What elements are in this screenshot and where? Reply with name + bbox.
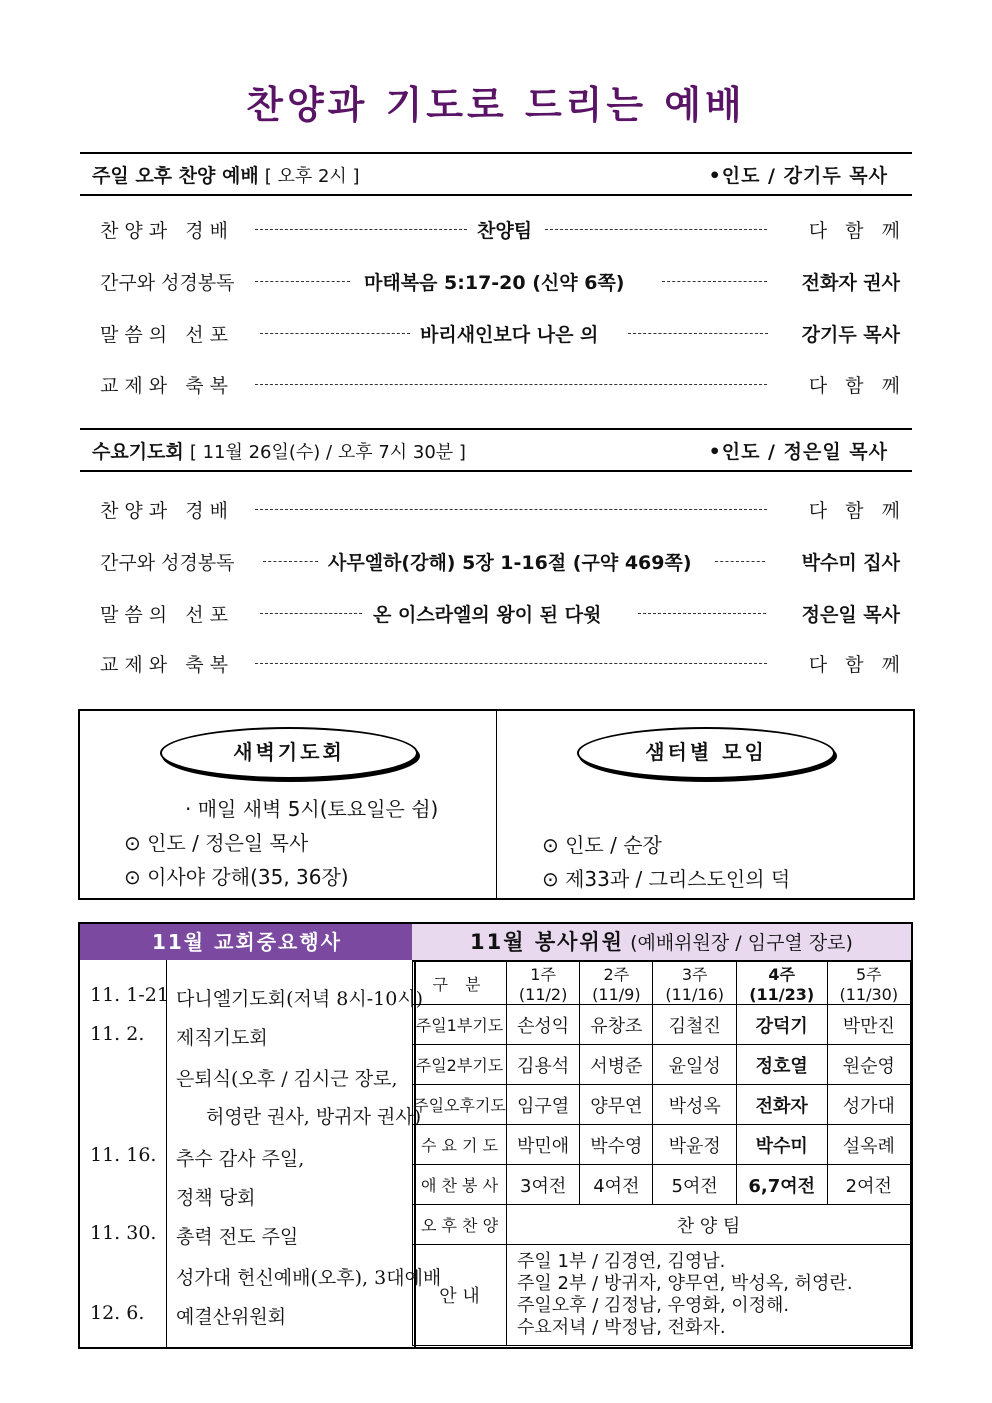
sunday-service-name: 주일 오후 찬양 예배 bbox=[92, 165, 259, 187]
row-label: 애 찬 봉 사 bbox=[413, 1165, 507, 1205]
row-label: 간구와 성경봉독 bbox=[100, 272, 235, 294]
meeting-info-box bbox=[78, 709, 915, 900]
dawn-prayer-title: 새벽기도회 bbox=[160, 727, 418, 779]
table-cell: 4여전 bbox=[580, 1165, 653, 1205]
event-text: 허영란 권사, 방귀자 권사) bbox=[206, 1106, 422, 1128]
row-middle: 바리새인보다 나은 의 bbox=[420, 324, 599, 346]
table-cell: 박윤정 bbox=[653, 1125, 736, 1165]
row-label: 수 요 기 도 bbox=[413, 1125, 507, 1165]
row-label: 간구와 성경봉독 bbox=[100, 552, 235, 574]
event-text: 다니엘기도회(저녁 8시-10시) bbox=[176, 988, 424, 1010]
row-label: 주일2부기도 bbox=[413, 1045, 507, 1085]
leader-dashes bbox=[638, 613, 766, 614]
row-right: 정은일 목사 bbox=[801, 604, 900, 626]
cell-meeting-title: 샘터별 모임 bbox=[577, 727, 835, 779]
row-right: 다 함 께 bbox=[808, 654, 900, 676]
sunday-row-sermon bbox=[100, 316, 900, 350]
row-label: 말 씀 의 선 포 bbox=[100, 604, 229, 626]
wednesday-service-header bbox=[80, 428, 912, 472]
table-cell: 3여전 bbox=[507, 1165, 580, 1205]
row-middle: 마태복음 5:17-20 (신약 6쪽) bbox=[364, 272, 625, 294]
row-label: 교 제 와 축 복 bbox=[100, 654, 229, 676]
table-header-cell: 5주(11/30) bbox=[827, 962, 910, 1005]
row-middle: 찬양팀 bbox=[477, 220, 533, 242]
leader-dashes bbox=[263, 561, 318, 562]
row-label: 찬 양 과 경 배 bbox=[100, 500, 229, 522]
table-cell: 5여전 bbox=[653, 1165, 736, 1205]
sunday-row-praise bbox=[100, 212, 900, 246]
events-panel bbox=[78, 922, 442, 1349]
row-label: 주일1부기도 bbox=[413, 1005, 507, 1045]
row-label: 안 내 bbox=[413, 1245, 507, 1346]
table-header-cell: 1주(11/2) bbox=[507, 962, 580, 1005]
duty-roster-table bbox=[412, 961, 911, 1346]
table-cell: 2여전 bbox=[827, 1165, 910, 1205]
row-label: 주일오후기도 bbox=[413, 1085, 507, 1125]
table-cell: 6,7여전 bbox=[736, 1165, 827, 1205]
table-row bbox=[413, 1005, 911, 1045]
sunday-service-time: [ 오후 2시 ] bbox=[264, 166, 360, 187]
row-middle: 온 이스라엘의 왕이 된 다윗 bbox=[373, 604, 602, 626]
cell-meeting-lesson: ⊙ 제33과 / 그리스도인의 덕 bbox=[542, 867, 791, 891]
events-title: 11월 교회중요행사 bbox=[80, 924, 414, 960]
row-middle: 사무엘하(강해) 5장 1-16절 (구약 469쪽) bbox=[328, 552, 692, 574]
leader-dashes bbox=[255, 663, 767, 664]
page-title: 찬양과 기도로 드리는 예배 bbox=[246, 83, 746, 127]
leader-dashes bbox=[260, 333, 410, 334]
event-text: 성가대 헌신예배(오후), 3대예배 bbox=[176, 1267, 442, 1289]
table-cell: 성가대 bbox=[827, 1085, 910, 1125]
wednesday-service-name: 수요기도회 bbox=[92, 441, 184, 463]
wednesday-row-sermon bbox=[100, 596, 900, 630]
table-row bbox=[413, 1165, 911, 1205]
table-cell: 윤일성 bbox=[653, 1045, 736, 1085]
dawn-prayer-leader: ⊙ 인도 / 정은일 목사 bbox=[124, 831, 309, 855]
leader-dashes bbox=[545, 229, 767, 230]
table-cell: 김용석 bbox=[507, 1045, 580, 1085]
event-text: 은퇴식(오후 / 김시근 장로, bbox=[176, 1068, 398, 1090]
row-right: 다 함 께 bbox=[808, 500, 900, 522]
table-row bbox=[413, 1125, 911, 1165]
row-label: 찬 양 과 경 배 bbox=[100, 220, 229, 242]
table-cell: 전화자 bbox=[736, 1085, 827, 1125]
notice-line: 주일 2부 / 방귀자, 양무연, 박성옥, 허영란. bbox=[517, 1273, 853, 1294]
dawn-prayer-topic: ⊙ 이사야 강해(35, 36장) bbox=[124, 865, 349, 889]
leader-dashes bbox=[255, 281, 350, 282]
table-cell: 임구열 bbox=[507, 1085, 580, 1125]
notice-line: 주일오후 / 김정남, 우영화, 이정해. bbox=[517, 1295, 790, 1316]
table-cell: 찬 양 팀 bbox=[507, 1205, 911, 1245]
row-right: 다 함 께 bbox=[808, 220, 900, 242]
event-text: 예결산위원회 bbox=[176, 1306, 287, 1328]
event-date: 11. 2. bbox=[90, 1023, 145, 1045]
wednesday-row-scripture bbox=[100, 544, 900, 578]
table-cell: 박만진 bbox=[827, 1005, 910, 1045]
table-cell: 손성익 bbox=[507, 1005, 580, 1045]
table-row bbox=[413, 1085, 911, 1125]
event-date: 11. 1-21 bbox=[90, 984, 169, 1006]
cell-meeting-leader: ⊙ 인도 / 순장 bbox=[542, 833, 662, 857]
table-cell: 강덕기 bbox=[736, 1005, 827, 1045]
event-date: 11. 16. bbox=[90, 1144, 157, 1166]
table-cell: 설옥례 bbox=[827, 1125, 910, 1165]
table-cell: 박수영 bbox=[580, 1125, 653, 1165]
table-cell: 원순영 bbox=[827, 1045, 910, 1085]
leader-dashes bbox=[255, 229, 467, 230]
table-row bbox=[413, 1045, 911, 1085]
duty-roster-panel bbox=[412, 922, 913, 1349]
table-header-row bbox=[413, 962, 911, 1005]
table-row bbox=[413, 1205, 911, 1245]
sunday-leader: •인도 / 강기두 목사 bbox=[708, 165, 888, 187]
row-right: 전화자 권사 bbox=[801, 272, 900, 294]
wednesday-leader: •인도 / 정은일 목사 bbox=[708, 441, 888, 463]
dawn-prayer-schedule: · 매일 새벽 5시(토요일은 쉼) bbox=[185, 797, 439, 821]
table-cell: 서병준 bbox=[580, 1045, 653, 1085]
event-text: 추수 감사 주일, bbox=[176, 1148, 305, 1170]
event-text: 정책 당회 bbox=[176, 1187, 256, 1209]
table-cell: 정호열 bbox=[736, 1045, 827, 1085]
leader-dashes bbox=[260, 613, 362, 614]
row-right: 강기두 목사 bbox=[801, 324, 900, 346]
sunday-row-blessing bbox=[100, 367, 900, 401]
leader-dashes bbox=[255, 509, 767, 510]
wednesday-row-blessing bbox=[100, 646, 900, 680]
sunday-row-scripture bbox=[100, 264, 900, 298]
row-right: 박수미 집사 bbox=[801, 552, 900, 574]
notice-line: 수요저녁 / 박정남, 전화자. bbox=[517, 1317, 726, 1338]
table-header-cell: 4주(11/23) bbox=[736, 962, 827, 1005]
table-header-cell: 3주(11/16) bbox=[653, 962, 736, 1005]
leader-dashes bbox=[628, 333, 768, 334]
table-cell: 유창조 bbox=[580, 1005, 653, 1045]
sunday-service-header bbox=[80, 152, 912, 196]
wednesday-service-time: [ 11월 26일(수) / 오후 7시 30분 ] bbox=[189, 442, 466, 463]
wednesday-row-praise bbox=[100, 492, 900, 526]
table-cell: 박성옥 bbox=[653, 1085, 736, 1125]
table-cell: 박수미 bbox=[736, 1125, 827, 1165]
table-cell: 김철진 bbox=[653, 1005, 736, 1045]
table-cell: 박민애 bbox=[507, 1125, 580, 1165]
table-row bbox=[413, 1245, 911, 1346]
notice-cell bbox=[507, 1245, 911, 1346]
table-header-cell: 구 분 bbox=[413, 962, 507, 1005]
leader-dashes bbox=[255, 384, 767, 385]
row-label: 말 씀 의 선 포 bbox=[100, 324, 229, 346]
leader-dashes bbox=[662, 281, 767, 282]
event-date: 12. 6. bbox=[90, 1302, 145, 1324]
duty-roster-subtitle: (예배위원장 / 임구열 장로) bbox=[630, 932, 853, 954]
event-date: 11. 30. bbox=[90, 1222, 157, 1244]
row-right: 다 함 께 bbox=[808, 375, 900, 397]
notice-line: 주일 1부 / 김경연, 김영남. bbox=[517, 1251, 726, 1272]
table-cell: 양무연 bbox=[580, 1085, 653, 1125]
events-column-divider bbox=[166, 960, 167, 1347]
event-text: 총력 전도 주일 bbox=[176, 1226, 299, 1248]
box-divider bbox=[496, 711, 497, 898]
duty-roster-header bbox=[412, 924, 911, 961]
duty-roster-title: 11월 봉사위원 bbox=[470, 930, 625, 954]
row-label: 오 후 찬 양 bbox=[413, 1205, 507, 1245]
row-label: 교 제 와 축 복 bbox=[100, 375, 229, 397]
leader-dashes bbox=[715, 561, 765, 562]
event-text: 제직기도회 bbox=[176, 1027, 268, 1049]
table-header-cell: 2주(11/9) bbox=[580, 962, 653, 1005]
